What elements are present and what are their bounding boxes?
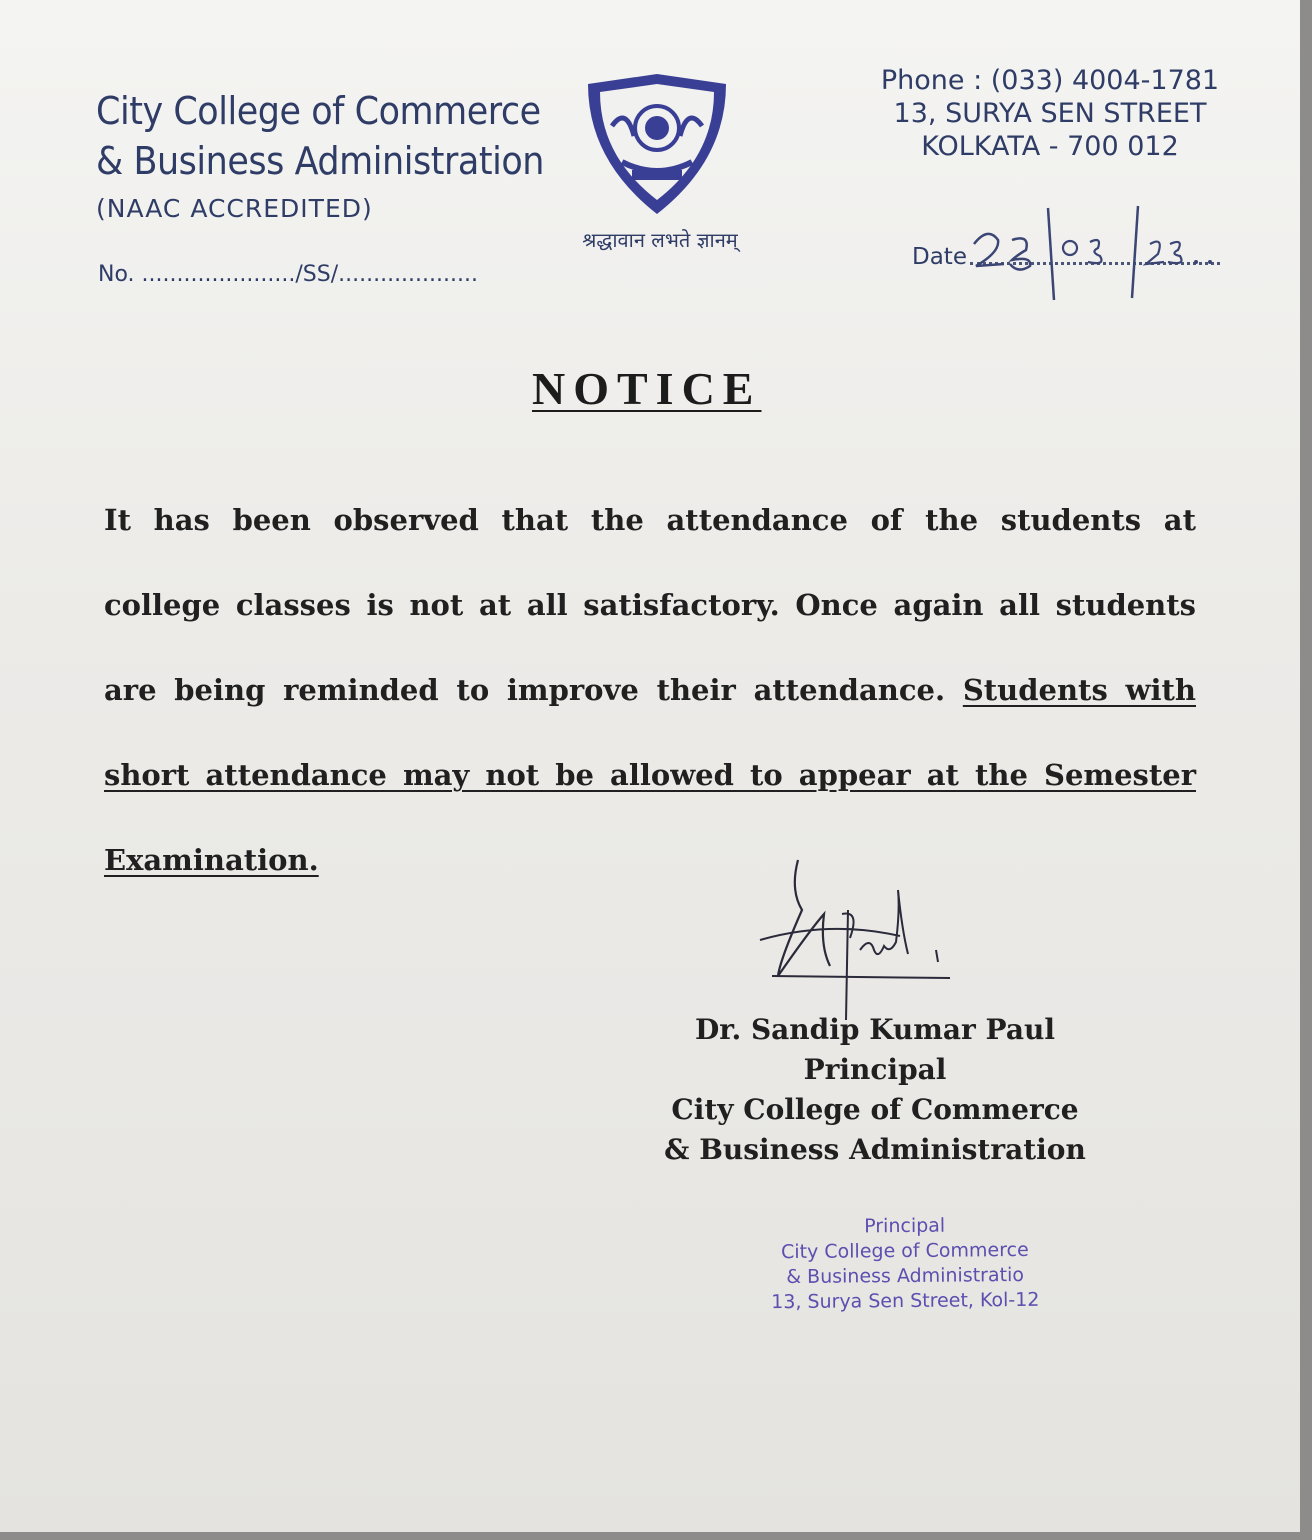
notice-warning: Students with short attendance may not be allowed to appear at the Semester Examination.	[104, 673, 1196, 877]
accreditation: (NAAC ACCREDITED)	[96, 194, 373, 223]
handwritten-date-icon	[960, 200, 1240, 310]
stamp-line3: & Business Administratio	[786, 1263, 1025, 1289]
notice-body	[104, 478, 1196, 903]
college-emblem-icon	[582, 70, 732, 220]
notice-title: NOTICE	[532, 363, 762, 414]
notice-text: It has been observed that the attendance of the students at college classes is not at all satisfactory. Once again all students are being reminded to improve their attendance.	[104, 503, 1196, 707]
street-address: 13, SURYA SEN STREET	[893, 98, 1207, 129]
city-address: KOLKATA - 700 012	[921, 131, 1179, 162]
college-name-line1: City College of Commerce	[96, 89, 541, 133]
college-motto: श्रद्धावान लभते ज्ञानम्	[582, 228, 738, 252]
signatory-org-line2: & Business Administration	[664, 1133, 1086, 1166]
college-name	[96, 86, 583, 223]
signatory-name: Dr. Sandip Kumar Paul	[694, 1013, 1055, 1046]
stamp-line1: Principal	[864, 1214, 946, 1238]
stamp-line2: City College of Commerce	[780, 1238, 1029, 1264]
stamp-line4: 13, Surya Sen Street, Kol-12	[771, 1288, 1040, 1314]
principal-stamp	[740, 1213, 1071, 1316]
college-address	[870, 64, 1230, 163]
phone-number: Phone : (033) 4004-1781	[880, 65, 1220, 96]
signatory-org-line1: City College of Commerce	[671, 1093, 1079, 1126]
signatory-designation: Principal	[803, 1053, 947, 1086]
signatory-block	[660, 1010, 1090, 1170]
college-name-line2: & Business Administration	[96, 139, 544, 183]
reference-number: No. ....................../SS/....................	[98, 262, 478, 287]
date-label: Date	[912, 244, 967, 270]
